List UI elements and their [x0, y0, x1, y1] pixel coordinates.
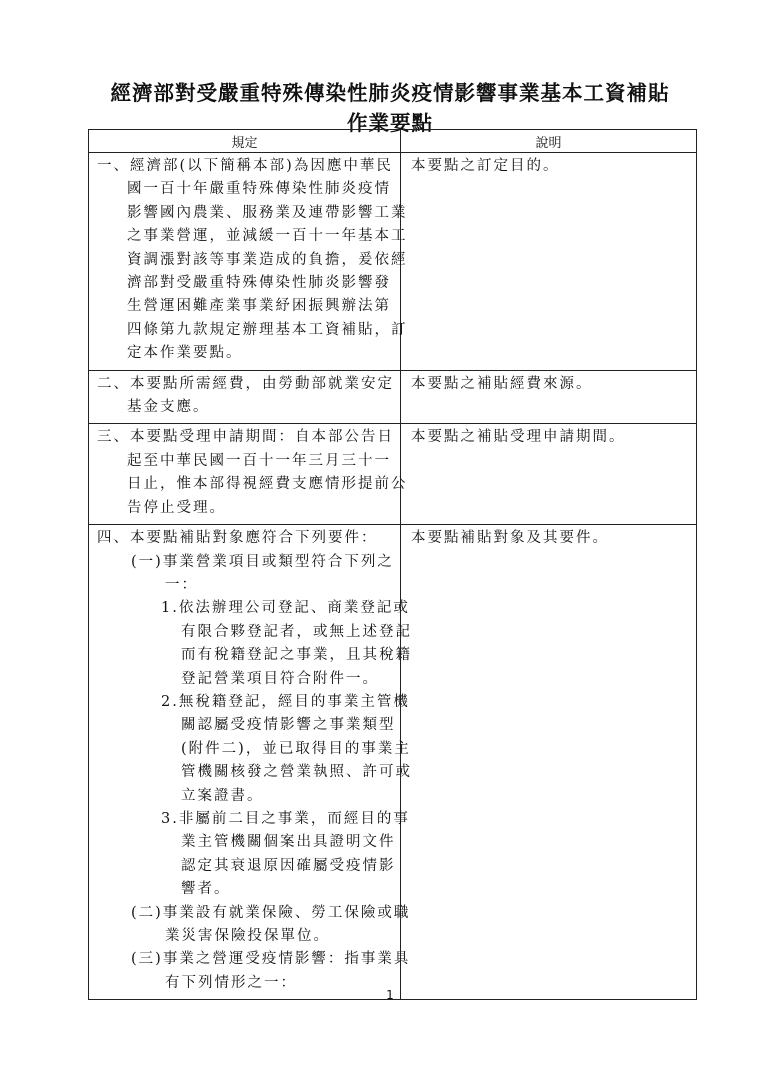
rule-line: 四、本要點補貼對象應符合下列要件：	[97, 530, 378, 547]
note-text: 本要點之補貼經費來源。	[411, 375, 593, 392]
note-cell	[401, 424, 697, 525]
rule-line: 告停止受理。	[127, 499, 226, 516]
rule-line: 有限合夥登記者，或無上述登記	[181, 623, 412, 640]
rule-line: 生營運困難產業事業紓困振興辦法第	[127, 298, 391, 315]
rule-line: 二、本要點所需經費，由勞動部就業安定	[97, 375, 394, 392]
rule-line: 一：	[165, 576, 198, 593]
document-title-line2: 作業要點	[347, 111, 433, 135]
rule-line: 響者。	[181, 881, 231, 898]
rule-line: (附件二)，並已取得目的事業主	[181, 740, 411, 757]
regulation-table	[88, 129, 697, 1000]
table-row	[89, 153, 697, 371]
rule-line: 日止，惟本部得視經費支應情形提前公	[127, 476, 408, 493]
rule-line: 濟部對受嚴重特殊傳染性肺炎影響發	[127, 275, 391, 292]
rule-line: 基金支應。	[127, 399, 210, 416]
rule-line: 管機關核發之營業執照、許可或	[181, 764, 412, 781]
rule-line: 業主管機關個案出具證明文件	[181, 834, 396, 851]
rule-cell	[89, 153, 408, 371]
rule-line: 3.非屬前二目之事業，而經目的事	[161, 810, 410, 827]
rule-line: (三)事業之營運受疫情影響：指事業具	[131, 951, 411, 968]
note-cell	[401, 525, 697, 1000]
rule-cell	[89, 370, 401, 424]
rule-line: 起至中華民國一百十一年三月三十一	[127, 452, 391, 469]
note-cell	[401, 153, 697, 371]
table-header-row	[89, 130, 697, 153]
table-row	[89, 370, 697, 424]
rule-line: 登記營業項目符合附件一。	[181, 670, 379, 687]
rule-line: 2.無稅籍登記，經目的事業主管機	[161, 693, 410, 710]
rule-line: 關認屬受疫情影響之事業類型	[181, 717, 396, 734]
rule-line: 三、本要點受理申請期間：自本部公告日	[97, 429, 394, 446]
rule-line: 業災害保險投保單位。	[165, 928, 330, 944]
rule-line: 有下列情形之一：	[165, 974, 297, 991]
rule-line: 1.依法辦理公司登記、商業登記或	[161, 600, 410, 617]
rule-line: 國一百十年嚴重特殊傳染性肺炎疫情	[127, 181, 391, 198]
note-text: 本要點之訂定目的。	[411, 158, 560, 174]
rule-line: (一)事業營業項目或類型符合下列之	[131, 553, 394, 570]
note-text: 本要點補貼對象及其要件。	[411, 530, 609, 547]
note-text: 本要點之補貼受理申請期間。	[411, 429, 626, 446]
rule-cell	[89, 424, 408, 525]
table-row	[89, 424, 697, 525]
rule-line: 影響國內農業、服務業及連帶影響工業	[127, 204, 408, 221]
note-cell	[401, 370, 697, 424]
header-rule: 規定	[89, 130, 401, 153]
table-row	[89, 525, 697, 1000]
rule-line: 資調漲對該等事業造成的負擔，爰依經	[127, 251, 408, 268]
rule-line: 四條第九款規定辦理基本工資補貼，訂	[127, 321, 408, 338]
document-title-line1: 經濟部對受嚴重特殊傳染性肺炎疫情影響事業基本工資補貼	[110, 81, 670, 105]
rule-line: 而有稅籍登記之事業，且其稅籍	[181, 647, 412, 664]
rule-line: 立案證書。	[181, 787, 264, 804]
rule-cell	[89, 525, 412, 1000]
rule-line: (二)事業設有就業保險、勞工保險或職	[131, 904, 411, 921]
page-number: 1	[386, 988, 394, 1002]
rule-line: 之事業營運，並減緩一百十一年基本工	[127, 228, 408, 245]
rule-line: 認定其衰退原因確屬受疫情影	[181, 857, 396, 874]
rule-line: 定本作業要點。	[127, 345, 243, 362]
header-note: 說明	[401, 130, 697, 153]
rule-line: 一、經濟部(以下簡稱本部)為因應中華民	[97, 158, 393, 174]
